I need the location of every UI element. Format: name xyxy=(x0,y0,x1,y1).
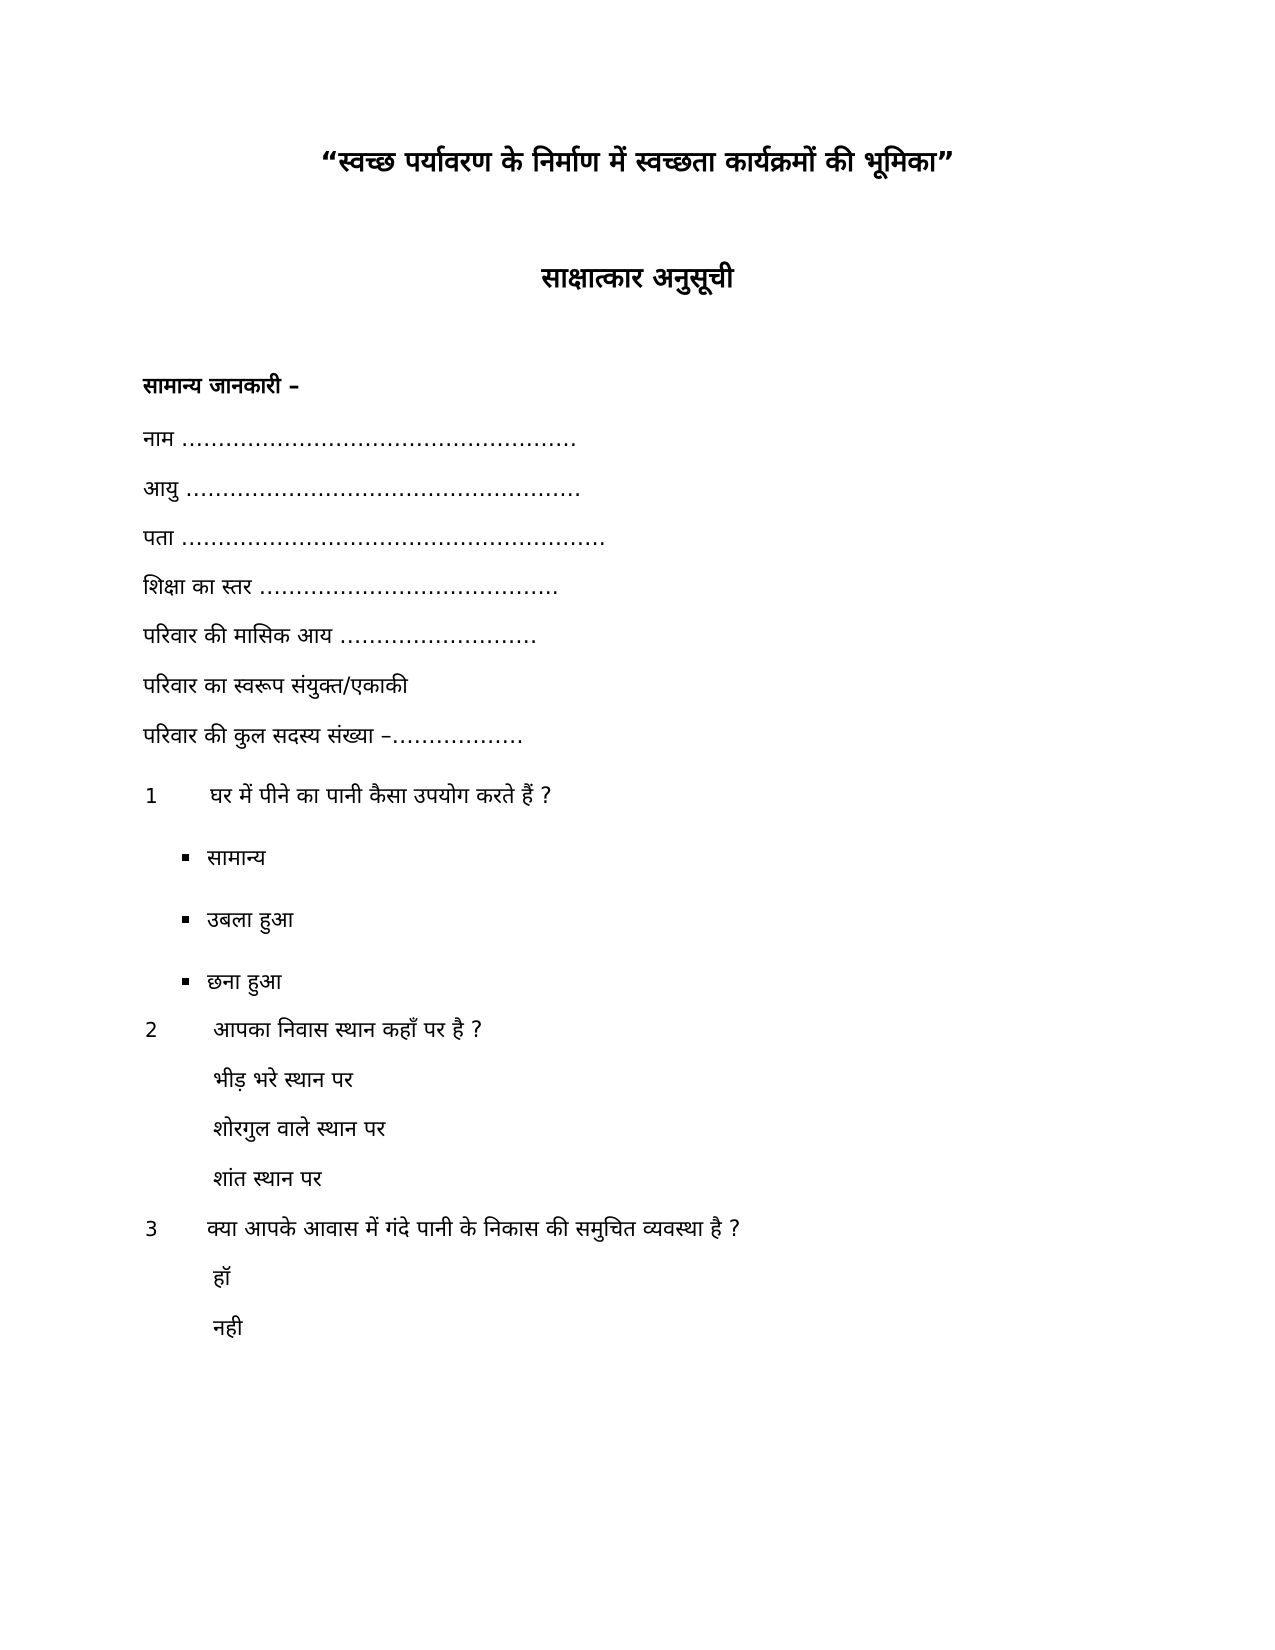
option-label: सामान्य xyxy=(207,846,266,871)
question-text: घर में पीने का पानी कैसा उपयोग करते हैं ? xyxy=(210,784,552,809)
field-family-members: परिवार की कुल सदस्य संख्या –……………… xyxy=(143,724,524,749)
question-option xyxy=(182,842,266,872)
option-label: उबला हुआ xyxy=(207,908,294,933)
field-name: नाम ……………………………………………… xyxy=(143,427,578,452)
option-label: शोरगुल वाले स्थान पर xyxy=(213,1117,386,1142)
option-label: शांत स्थान पर xyxy=(213,1167,322,1192)
document-title: “स्वच्छ पर्यावरण के निर्माण में स्वच्छता कार्यक्रमों की भूमिका” xyxy=(320,145,955,178)
document-subtitle: साक्षात्कार अनुसूची xyxy=(541,261,734,294)
question-number: 3 xyxy=(145,1217,158,1241)
question-text: आपका निवास स्थान कहाँ पर है ? xyxy=(213,1018,483,1043)
field-monthly-income: परिवार की मासिक आय ……………………… xyxy=(143,624,538,649)
bullet-square-icon xyxy=(182,916,189,923)
option-label: भीड़ भरे स्थान पर xyxy=(213,1068,353,1093)
option-label: नही xyxy=(213,1316,243,1341)
question-option xyxy=(182,904,293,934)
question-text: क्या आपके आवास में गंदे पानी के निकास की समुचित व्यवस्था है ? xyxy=(207,1217,741,1242)
question-option xyxy=(182,966,282,996)
field-family-type: परिवार का स्वरूप संयुक्त/एकाकी xyxy=(143,674,408,699)
field-age: आयु ……………………………………………… xyxy=(143,477,582,502)
field-education: शिक्षा का स्तर ………………………………….. xyxy=(143,575,559,600)
bullet-square-icon xyxy=(182,978,189,985)
option-label: छना हुआ xyxy=(207,970,282,995)
option-label: हॉ xyxy=(213,1266,231,1291)
question-number: 2 xyxy=(145,1018,158,1042)
general-info-heading: सामान्य जानकारी – xyxy=(143,374,300,399)
question-number: 1 xyxy=(145,784,158,808)
bullet-square-icon xyxy=(182,854,189,861)
field-address: पता …………………………………………………. xyxy=(143,526,606,551)
